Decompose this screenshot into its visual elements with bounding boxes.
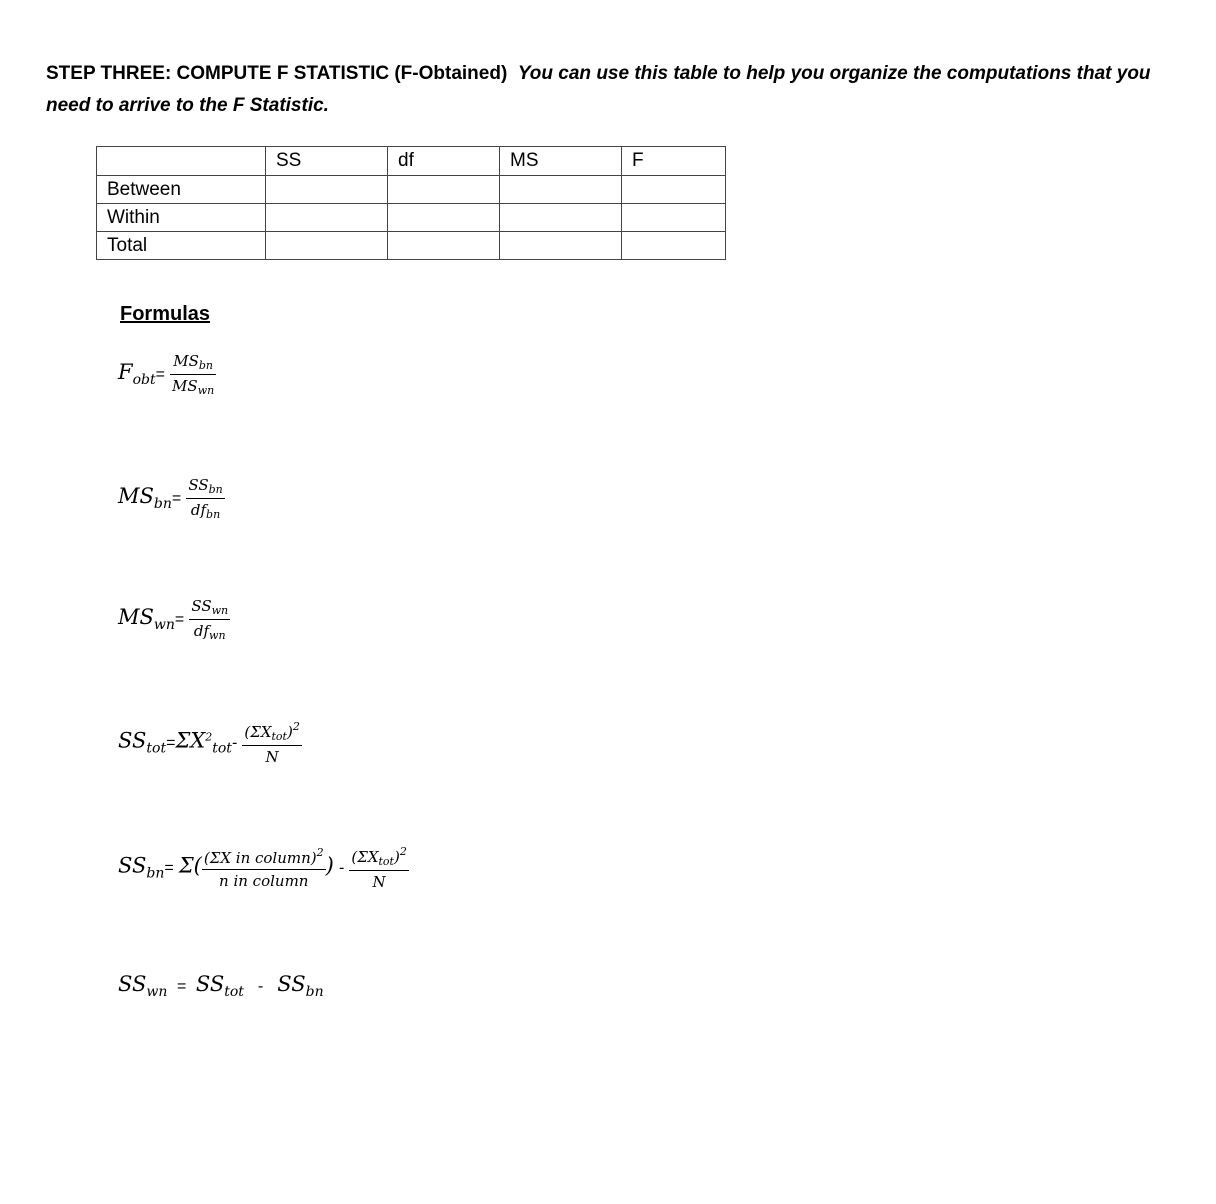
cell-total-f[interactable] xyxy=(622,232,726,260)
cell-between-ms[interactable] xyxy=(500,176,622,204)
cell-total-ms[interactable] xyxy=(500,232,622,260)
table-header-row xyxy=(97,147,726,176)
instruction-heading xyxy=(46,58,1176,122)
header-cell-ss: SS xyxy=(266,147,388,176)
formula-ss-tot: $SStot=\Sigma X^2tot-$ $\frac{(\Sigma X_{tot})^2}{N}$ xyxy=(118,720,300,766)
formula-f-obt: Fobt= $\frac{MS_{bn}}{MS_{wn}}$ xyxy=(118,352,215,397)
heading-step-title: STEP THREE: COMPUTE F STATISTIC (F-Obtained) xyxy=(46,63,508,84)
formula-ms-bn: MSbn= $\frac{SS_{bn}}{df_{bn}}$ xyxy=(118,476,223,521)
header-cell-f: F xyxy=(622,147,726,176)
anova-table xyxy=(96,146,726,260)
cell-between-df[interactable] xyxy=(388,176,500,204)
formulas-title: Formulas xyxy=(120,303,211,325)
heading-instructions: You can use this table to help you organize the computations that you need to arrive to the F Statistic. xyxy=(46,63,1151,116)
row-label-total: Total xyxy=(97,232,266,260)
cell-within-f[interactable] xyxy=(622,204,726,232)
row-label-between: Between xyxy=(97,176,266,204)
cell-within-ms[interactable] xyxy=(500,204,622,232)
cell-within-df[interactable] xyxy=(388,204,500,232)
header-cell-empty xyxy=(97,147,266,176)
formula-ss-wn: SSwn = SStot - SSbn xyxy=(118,972,324,1000)
table-row-total xyxy=(97,232,726,260)
cell-between-f[interactable] xyxy=(622,176,726,204)
row-label-within: Within xyxy=(97,204,266,232)
formula-ss-bn: SSbn= Σ( $\frac{(\Sigma X in column)^2}{\text{n in column}}$ ) - $\frac{(\Sigma X_{tot})^2}{N}$ xyxy=(118,845,407,891)
cell-total-df[interactable] xyxy=(388,232,500,260)
cell-total-ss[interactable] xyxy=(266,232,388,260)
header-cell-ms: MS xyxy=(500,147,622,176)
table-row-within xyxy=(97,204,726,232)
header-cell-df: df xyxy=(388,147,500,176)
table-row-between xyxy=(97,176,726,204)
formula-ms-wn: MSwn= $\frac{SS_{wn}}{df_{wn}}$ xyxy=(118,597,229,642)
cell-within-ss[interactable] xyxy=(266,204,388,232)
cell-between-ss[interactable] xyxy=(266,176,388,204)
